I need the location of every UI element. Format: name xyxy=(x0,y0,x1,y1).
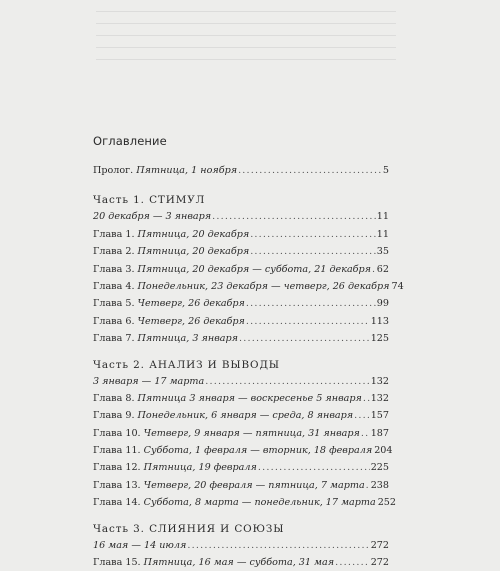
entry-dates: Пятница, 3 января xyxy=(137,333,238,345)
entry-page: 132 xyxy=(370,375,389,387)
entry-dates: Понедельник, 23 декабря — четверг, 26 декабря xyxy=(137,280,390,292)
entry-page: 74 xyxy=(391,280,404,292)
entry-page: 11 xyxy=(376,211,389,223)
entry-label: Глава 14. xyxy=(93,497,144,509)
dot-leader xyxy=(372,261,376,278)
dot-leader xyxy=(205,373,369,390)
entry-page: 157 xyxy=(370,410,389,422)
entry-dates: Суббота, 1 февраля — вторник, 18 февраля xyxy=(143,445,373,457)
entry-dates: Четверг, 26 декабря xyxy=(137,315,245,327)
entry-dates: Понедельник, 6 января — среда, 8 января xyxy=(137,410,354,422)
dot-leader xyxy=(363,390,370,407)
entry-dates: Пятница, 20 декабря xyxy=(137,246,250,258)
dot-leader xyxy=(335,554,370,571)
entry-page: 204 xyxy=(374,445,393,457)
entry-page: 225 xyxy=(370,462,389,474)
entry-dates: Пятница, 20 декабря xyxy=(137,228,250,240)
toc-entry[interactable] xyxy=(93,459,389,476)
entry-label: Глава 8. xyxy=(93,392,138,404)
toc-heading: Оглавление xyxy=(93,134,167,148)
entry-page: 35 xyxy=(376,246,389,258)
entry-label: Пролог. xyxy=(93,165,137,176)
entry-dates: 20 декабря — 3 января xyxy=(93,211,212,223)
entry-page: 5 xyxy=(382,165,389,176)
toc-entry[interactable] xyxy=(93,278,404,295)
part-title: Часть 2. АНАЛИЗ И ВЫВОДЫ xyxy=(93,358,280,371)
entry-page: 99 xyxy=(376,298,389,310)
entry-label: Глава 4. xyxy=(93,280,138,292)
toc-entry[interactable] xyxy=(93,425,389,442)
entry-page: 113 xyxy=(370,315,389,327)
dot-leader xyxy=(366,477,370,494)
dot-leader xyxy=(250,243,376,260)
part-range[interactable] xyxy=(93,537,389,554)
entry-label: Глава 13. xyxy=(93,479,144,491)
dot-leader xyxy=(212,208,376,225)
dot-leader xyxy=(187,537,369,554)
toc-entry[interactable] xyxy=(93,554,389,571)
dot-leader xyxy=(246,313,370,330)
entry-dates: Пятница, 16 мая — суббота, 31 мая xyxy=(143,557,335,569)
entry-dates: Пятница 3 января — воскресенье 5 января xyxy=(137,392,362,404)
toc-entry[interactable] xyxy=(93,295,389,312)
entry-page: 125 xyxy=(370,333,389,345)
part-range[interactable] xyxy=(93,208,389,225)
entry-label: Глава 5. xyxy=(93,298,138,310)
entry-label: Глава 15. xyxy=(93,557,144,569)
toc-entry[interactable] xyxy=(93,261,389,278)
dot-leader xyxy=(258,459,370,476)
dot-leader xyxy=(238,162,382,179)
entry-dates: Пятница, 19 февраля xyxy=(143,462,257,474)
toc-entry[interactable] xyxy=(93,477,389,494)
entry-dates: 3 января — 17 марта xyxy=(93,375,205,387)
entry-dates: Пятница, 20 декабря — суббота, 21 декабря xyxy=(137,263,372,275)
toc-entry[interactable] xyxy=(93,494,397,511)
toc-entry[interactable] xyxy=(93,442,393,459)
toc-entry-prologue[interactable] xyxy=(93,162,389,179)
table-of-contents xyxy=(93,134,404,571)
entry-page: 187 xyxy=(370,427,389,439)
dot-leader xyxy=(250,226,376,243)
entry-page: 252 xyxy=(377,497,397,509)
toc-entry[interactable] xyxy=(93,243,389,260)
entry-page: 238 xyxy=(370,479,389,491)
entry-label: Глава 9. xyxy=(93,410,138,422)
part-range[interactable] xyxy=(93,373,389,390)
part-title: Часть 3. СЛИЯНИЯ И СОЮЗЫ xyxy=(93,522,285,535)
entry-dates: Суббота, 8 марта — понедельник, 17 марта xyxy=(143,497,376,509)
entry-page: 132 xyxy=(370,392,389,404)
entry-label: Глава 7. xyxy=(93,333,138,345)
dot-leader xyxy=(246,295,376,312)
entry-dates: Четверг, 9 января — пятница, 31 января xyxy=(143,427,360,439)
entry-dates: Четверг, 26 декабря xyxy=(137,298,245,310)
part-title: Часть 1. СТИМУЛ xyxy=(93,194,206,207)
toc-entry[interactable] xyxy=(93,330,389,347)
entry-page: 272 xyxy=(370,557,389,569)
entry-dates: Четверг, 20 февраля — пятница, 7 марта xyxy=(143,479,365,491)
entry-label: Глава 11. xyxy=(93,445,144,457)
toc-entry[interactable] xyxy=(93,313,389,330)
entry-label: Глава 2. xyxy=(93,246,138,258)
entry-dates: 16 мая — 14 июля xyxy=(93,539,187,551)
entry-page: 62 xyxy=(376,263,389,275)
dot-leader xyxy=(354,407,370,424)
entry-label: Глава 10. xyxy=(93,427,144,439)
entry-page: 272 xyxy=(370,539,389,551)
toc-entry[interactable] xyxy=(93,390,389,407)
entry-label: Глава 6. xyxy=(93,315,138,327)
entry-label: Глава 1. xyxy=(93,228,138,240)
entry-label: Глава 3. xyxy=(93,263,138,275)
dot-leader xyxy=(361,425,370,442)
entry-page: 11 xyxy=(376,228,389,240)
toc-entry[interactable] xyxy=(93,226,389,243)
entry-dates: Пятница, 1 ноября xyxy=(136,165,238,176)
bleed-through-text xyxy=(96,0,396,110)
dot-leader xyxy=(239,330,370,347)
toc-entry[interactable] xyxy=(93,407,389,424)
entry-label: Глава 12. xyxy=(93,462,144,474)
